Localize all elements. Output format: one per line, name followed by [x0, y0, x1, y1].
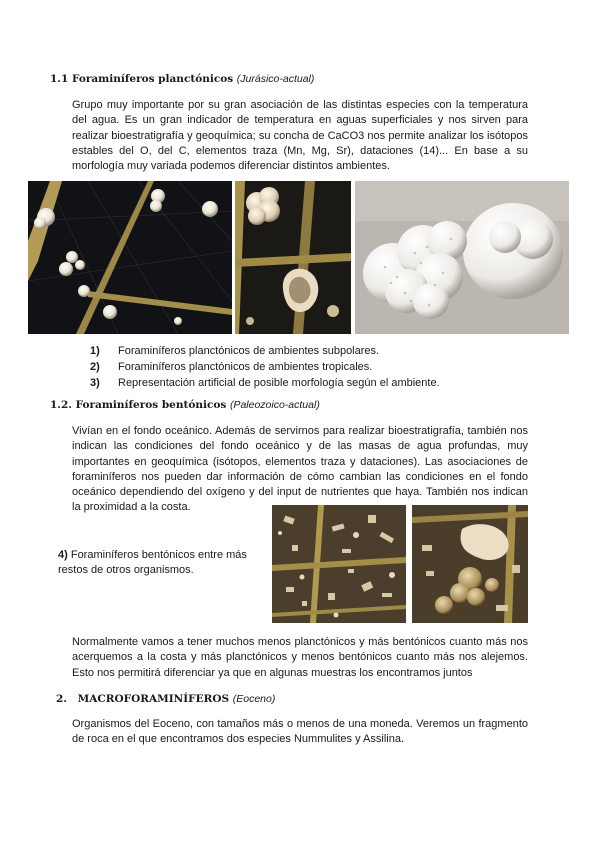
paragraph-bentonicos: Vivían en el fondo oceánico. Además de servirnos para realizar bioestratigrafía, también nos indican las condiciones del fondo oceánico y de las masas de agua profundas, muy importantes en geoquímica (isótopos, elementos traza y dataciones). Las asociaciones de foraminíferos nos pueden dar información de cómo cambian las condiciones en el fondo oceánico dependiendo del oxígeno y del input de nutrientes que haya. También nos indican la proximidad a la costa. — [72, 425, 528, 514]
photo-artificial-morphology — [355, 181, 569, 334]
caption-number: 4) — [58, 549, 68, 561]
photo-tropical-foraminifera — [235, 181, 351, 334]
caption-text: Foraminíferos planctónicos de ambientes tropicales. — [118, 361, 373, 373]
section-title: MACROFORAMINÍFEROS — [77, 693, 230, 705]
caption-text: Foraminíferos bentónicos entre más restos de otros organismos. — [58, 549, 247, 577]
caption-text: Representación artificial de posible morfología según el ambiente. — [118, 377, 440, 389]
caption-number: 2) — [90, 361, 100, 373]
caption-item-3 — [90, 375, 440, 392]
caption-text: Foraminíferos planctónicos de ambientes subpolares. — [118, 345, 380, 357]
caption-item-2 — [90, 359, 372, 376]
section-heading-planctonicos — [50, 73, 314, 85]
paragraph-bentonicos-conclusion: Normalmente vamos a tener muchos menos planctónicos y más bentónicos cuanto más nos acerquemos a la costa y más planctónicos y menos bentónicos cuanto más nos alejemos. Esto nos permitirá diferenciar ya que en algunas muestras los encontramos juntos — [72, 636, 528, 679]
section-number: 2. — [56, 693, 67, 705]
caption-number: 3) — [90, 377, 100, 389]
section-heading-macroforaminiferos — [56, 693, 275, 705]
photo-benthic-foraminifera-1 — [272, 505, 406, 623]
caption-item-1 — [90, 343, 379, 360]
paragraph-macroforaminiferos: Organismos del Eoceno, con tamaños más o menos de una moneda. Veremos un fragmento de roca en el que encontramos dos especies Nummulites y Assilina. — [72, 718, 528, 746]
section-number: 1.2. — [50, 399, 72, 411]
section-period: (Eoceno) — [232, 693, 276, 705]
section-title: Foraminíferos bentónicos — [75, 399, 227, 411]
section-period: (Paleozoico-actual) — [229, 399, 320, 411]
section-period: (Jurásico-actual) — [236, 73, 315, 85]
paragraph-planctonicos: Grupo muy importante por su gran asociación de las distintas especies con la temperatura del agua. Es un gran indicador de temperatura en aguas superficiales y nos sirven para realizar bioestratigrafía y geoquímica; su concha de CaCO3 nos permite analizar los isótopos estables del O, del C, elementos traza (Mn, Mg, Sr), dataciones (14)... En base a su morfología muy variada podemos diferenciar distintos ambientes. — [72, 99, 528, 173]
photo-subpolar-foraminifera — [28, 181, 232, 334]
caption-item-4 — [58, 548, 263, 579]
photo-benthic-foraminifera-2 — [412, 505, 528, 623]
section-heading-bentonicos — [50, 399, 320, 411]
section-number: 1.1 — [50, 73, 69, 85]
section-title: Foraminíferos planctónicos — [71, 73, 234, 85]
caption-number: 1) — [90, 345, 100, 357]
